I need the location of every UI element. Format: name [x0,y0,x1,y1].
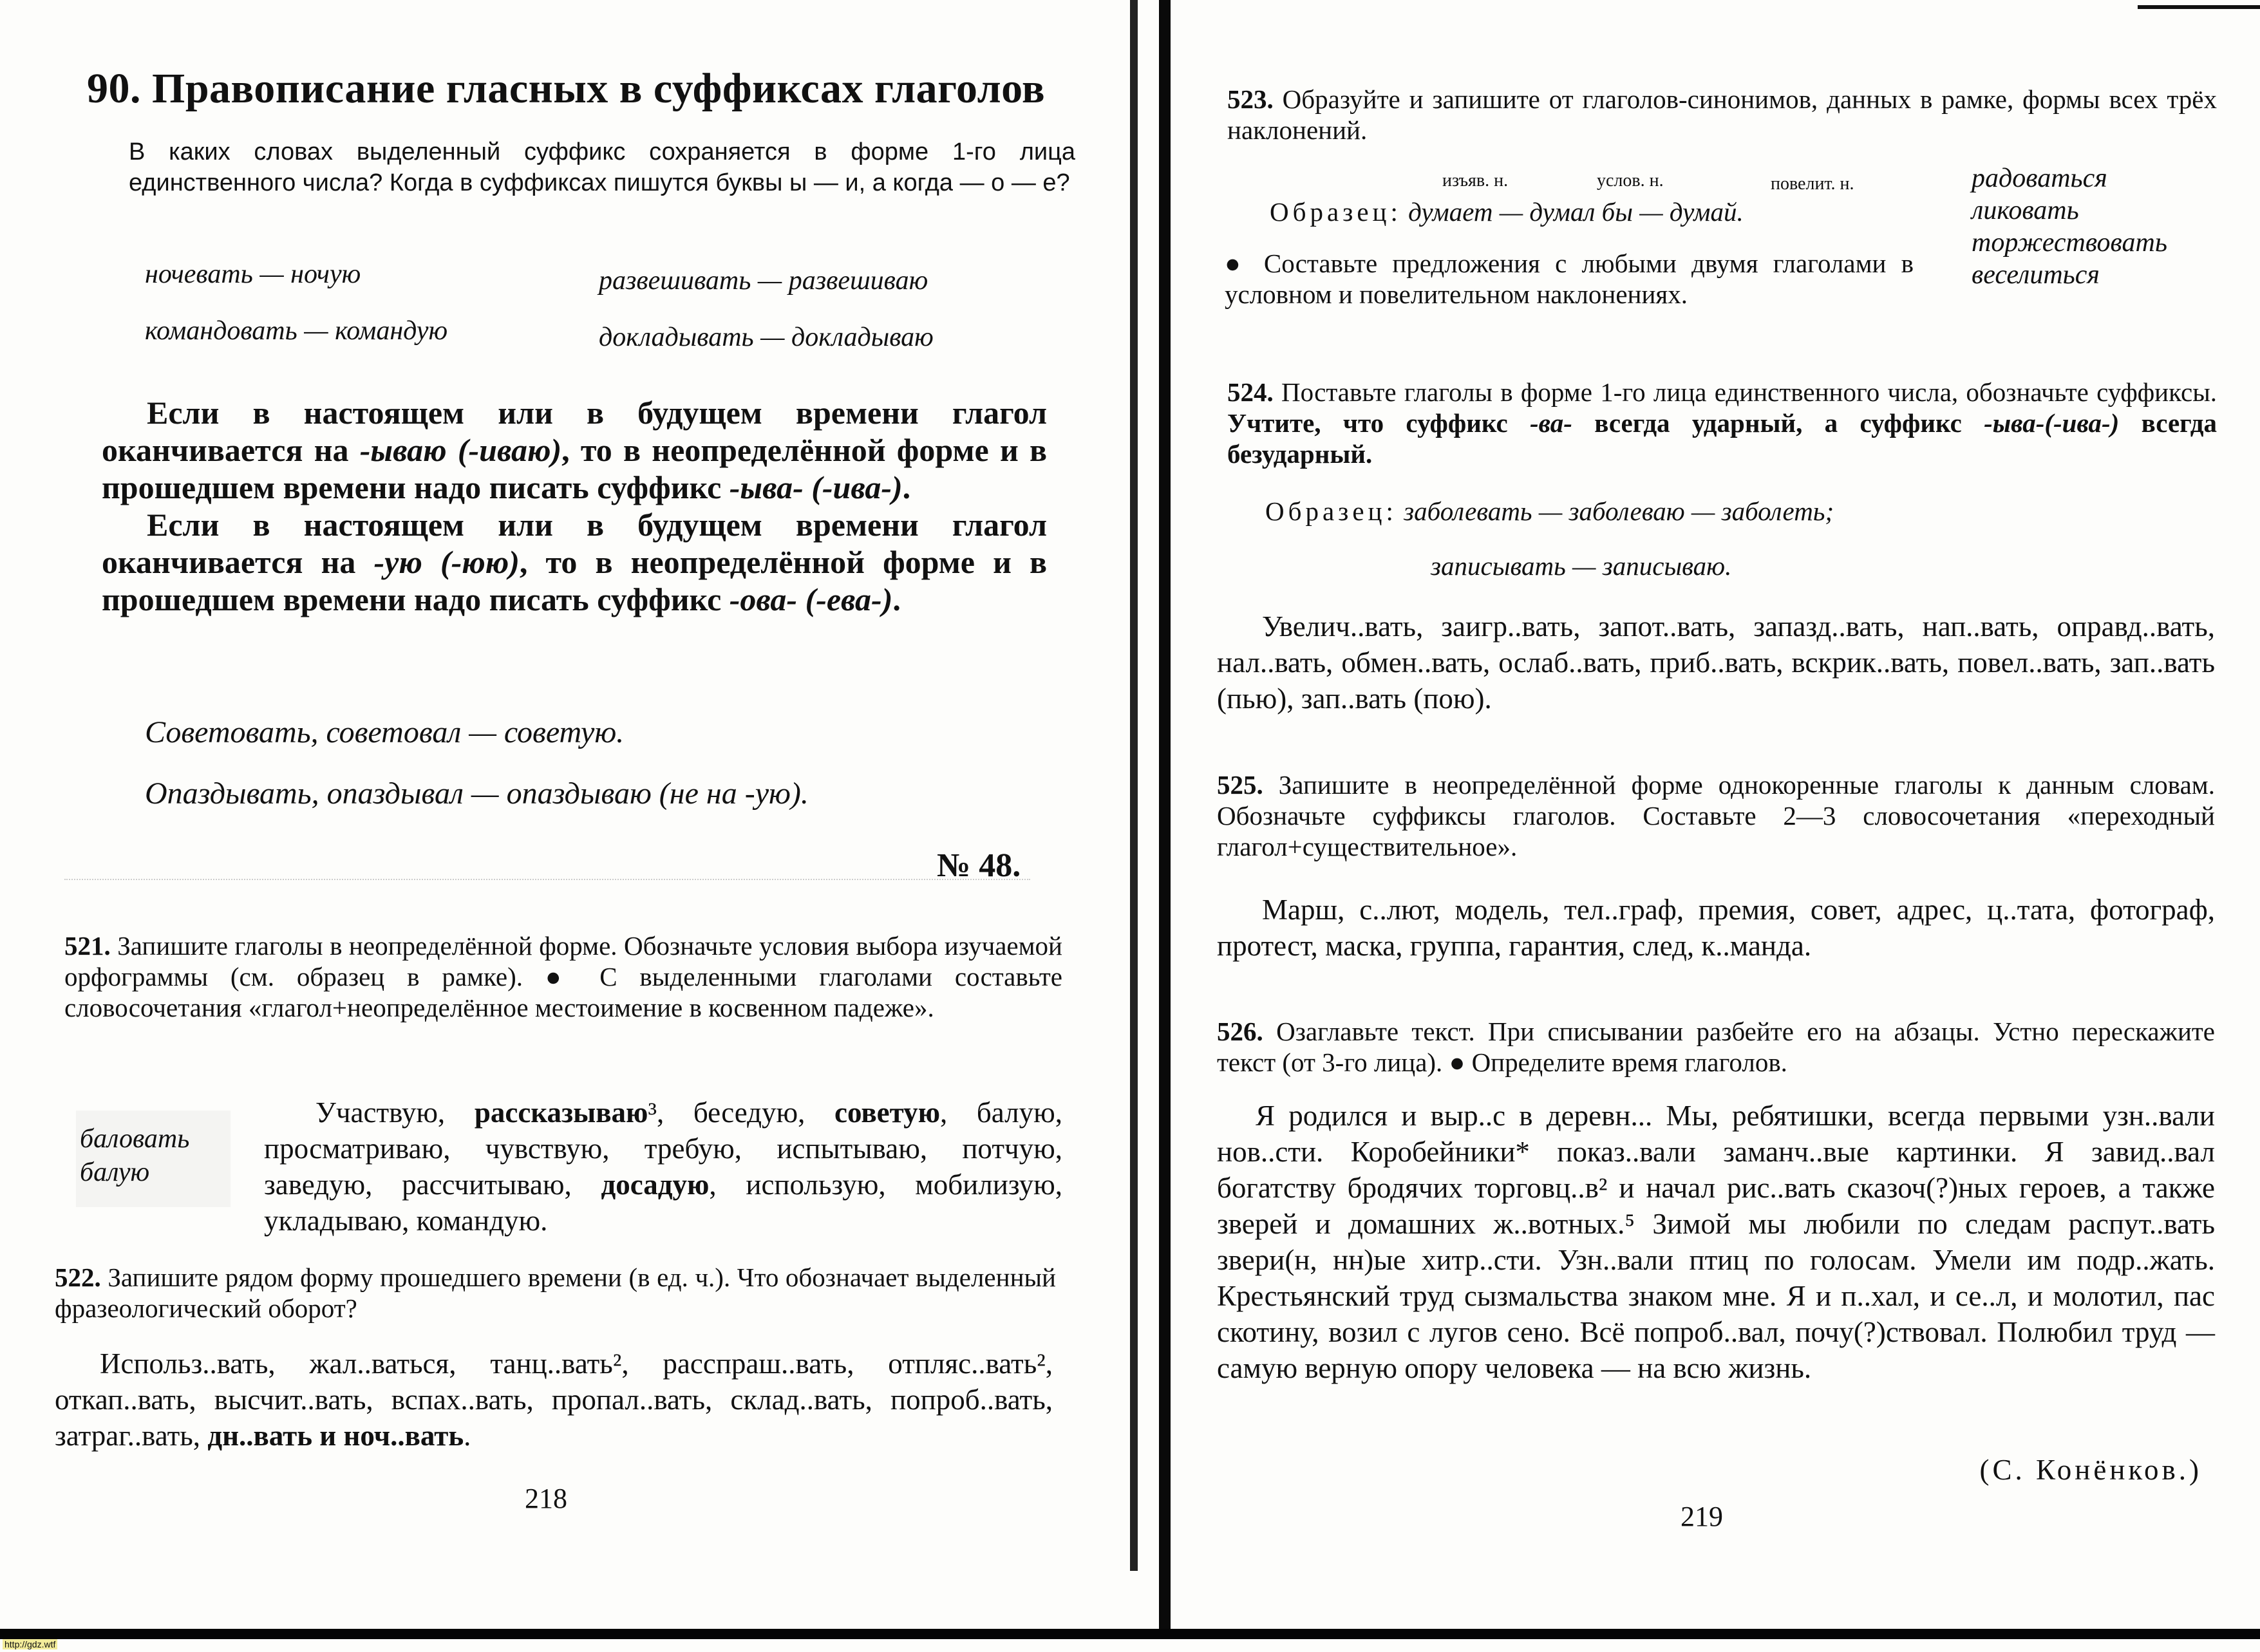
text-run: Определите время глаголов. [1465,1047,1787,1077]
divider [64,879,1030,880]
text-run: -ыва- (-ива-) [729,469,903,505]
mood-label: услов. н. [1597,171,1664,191]
text-run: Запишите глаголы в неопределённой форме. Обозначьте условия выбора изучаемой орфограммы (см. образец в рамке). [64,931,1062,991]
exercise-525 [1217,769,2215,862]
text-run: Участвую, [315,1096,475,1129]
text-run: -ва- [1530,408,1572,438]
text-run: Озаглавьте текст. При списывании разбейте его на абзацы. Устно перескажите текст (от 3-го лица). [1217,1017,2215,1077]
frame-word: торжествовать [1972,228,2167,258]
text-run: -ую (-юю) [373,544,520,580]
book-spine [1159,0,1171,1629]
sample-523 [1270,196,1744,227]
exercise-521-words [264,1094,1062,1239]
text-run: , использую, мобилизую, укладываю, командую. [264,1169,1062,1237]
text-run: ³, беседую, [648,1096,834,1129]
text-run: 521. [64,931,111,961]
author: (С. Конёнков.) [1979,1454,2202,1486]
text-run: 522. [55,1262,101,1292]
text-run: . [464,1420,471,1452]
sample-label: Образец: [1270,197,1402,227]
section-question: В каких словах выделенный суффикс сохраняется в форме 1-го лица единственного числа? Когда в суффиксах пишутся буквы ы — и, а когда — о — е? [129,138,1075,196]
examples-right [599,252,934,366]
text-run: Составьте предложения с любыми двумя глаголами в условном и повелительном наклонениях. [1225,249,1914,309]
page-number: 218 [525,1483,567,1514]
text-run: , балую, просматриваю, чувствую, требую, испытываю, потчую, заведую, рассчитываю, [264,1096,1062,1201]
sample-524 [1265,496,1834,527]
text-run: всегда ударный, а суффикс [1572,408,1984,438]
scan-border-bottom [0,1629,2260,1639]
text-run: Учтите, что суффикс [1227,408,1530,438]
example: докладывать — докладываю [599,323,934,352]
text-run: . [902,469,911,505]
text-run: 525. [1217,770,1263,800]
frame-words [1972,162,2167,291]
spelling-rule [102,394,1047,618]
frame-word: ликовать [1972,196,2079,225]
text-run: -ыва-(-ива-) [1984,408,2120,438]
text-run: дн..вать и ноч..вать [207,1420,464,1452]
sample-word: баловать [80,1124,190,1154]
text-run: Поставьте глаголы в форме 1-го лица единственного числа, обозначьте суффиксы. [1273,377,2217,407]
text-run: ● [1449,1047,1465,1077]
text-run: С выделенными глаголами составьте словосочетания «глагол+неопределённое местоимение в косвенном падеже». [64,962,1062,1022]
exercise-526 [1217,1016,2215,1078]
rule-paragraph [102,506,1047,618]
rule-example: Опаздывать, опаздывал — опаздываю (не на -ую). [145,776,809,811]
exercise-524 [1227,377,2217,469]
frame-word: веселиться [1972,260,2100,290]
text-run: -ываю (-иваю) [359,432,562,468]
section-title: 90. Правописание гласных в суффиксах глаголов [87,65,1046,112]
rule-example: Советовать, советовал — советую. [145,715,625,749]
text-run: -ова- (-ева-) [729,581,893,617]
exercise-523-task [1225,248,1914,310]
text-run: Образуйте и запишите от глаголов-синонимов, данных в рамке, формы всех трёх наклонений. [1227,84,2217,145]
rule-reference: № 48. [937,847,1021,884]
text-run: досадую [601,1169,710,1201]
example: ночевать — ночую [145,259,361,289]
sample-text: заболевать — заболеваю — заболеть; [1404,496,1834,526]
text-run: Если в настоящем или в будущем времени глагол оканчивается на [102,507,1047,580]
text-run: Использ..вать, жал..ваться, танц..вать², расспраш..вать, отпляс..вать², откап..вать, высчит..вать, вспах..вать, пропал..вать, склад..вать, попроб..вать, затраг..вать, [55,1347,1053,1452]
page-number: 219 [1681,1501,1723,1532]
example: командовать — командую [145,316,448,346]
scan-border-top [2138,5,2260,9]
frame-word: радоваться [1972,164,2107,193]
sample-box [76,1111,231,1207]
example: развешивать — развешиваю [599,266,928,296]
sample-label: Образец: [1265,496,1397,526]
rule-paragraph [102,394,1047,506]
watermark-link[interactable]: http://gdz.wtf [3,1639,57,1649]
exercise-526-text: Я родился и выр..с в деревн... Мы, ребятишки, всегда первыми узн..вали нов..сти. Коробейники* показ..вали заманч..вые картинки. Я завид..вал богатству бродячих торговц..в² и начал рис..вать сказоч(?)ных героев, а также зверей и домашних ж..вотных.⁵ Зимой мы любили по следам распут..вать звери(н, нн)ые хитр..сти. Узн..вали птиц по голосам. Умели им подр..жать. Крестьянский труд сызмальства знаком мне. Я и п..хал, и се..л, и молотил, пас скотину, возил с лугов сено. Всё попроб..вал, почу(?)ствовал. Полюбил труд — самую верную опору человека — на всю жизнь. [1217,1100,2215,1384]
text-run: 524. [1227,377,1274,407]
text-run: ● [545,962,578,991]
text-run: ● [1225,249,1249,278]
book-spine-shadow [1130,0,1138,1571]
sample-text: записывать — записываю. [1431,551,1732,581]
sample-word: балую [80,1158,150,1187]
mood-label: повелит. н. [1771,174,1854,194]
mood-label: изъяв. н. [1442,171,1509,191]
text-run: Запишите рядом форму прошедшего времени (в ед. ч.). Что обозначает выделенный фразеологический оборот? [55,1262,1056,1323]
exercise-522-words [55,1346,1053,1454]
text-run: Запишите в неопределённой форме однокоренные глаголы к данным словам. Обозначьте суффиксы глаголов. Составьте 2—3 словосочетания «переходный глагол+существительное». [1217,770,2215,861]
sample-text: думает — думал бы — думай. [1408,197,1744,227]
text-run: . [892,581,901,617]
examples-left [145,246,447,359]
text-run: советую [834,1096,941,1129]
exercise-525-words: Марш, с..лют, модель, тел..граф, премия, совет, адрес, ц..тата, фотограф, протест, маска, группа, гарантия, след, к..манда. [1217,894,2215,962]
exercise-524-words: Увелич..вать, заигр..вать, запот..вать, запазд..вать, нап..вать, оправд..вать, нал..вать, обмен..вать, ослаб..вать, приб..вать, вскрик..вать, повел..вать, зап..вать (пью), зап..вать (пою). [1217,610,2215,715]
text-run: , то в неопределённой форме и в прошедшем времени надо писать суффикс [102,544,1047,617]
text-run: , то в неопределённой форме и в прошедшем времени надо писать суффикс [102,432,1047,505]
exercise-521 [64,930,1062,1023]
text-run: рассказываю [474,1096,648,1129]
exercise-523 [1227,84,2217,145]
text-run: 523. [1227,84,1274,114]
text-run: Если в настоящем или в будущем времени глагол оканчивается на [102,395,1047,468]
exercise-522 [55,1262,1056,1324]
text-run: всегда безударный. [1227,408,2217,469]
text-run: 526. [1217,1017,1263,1046]
